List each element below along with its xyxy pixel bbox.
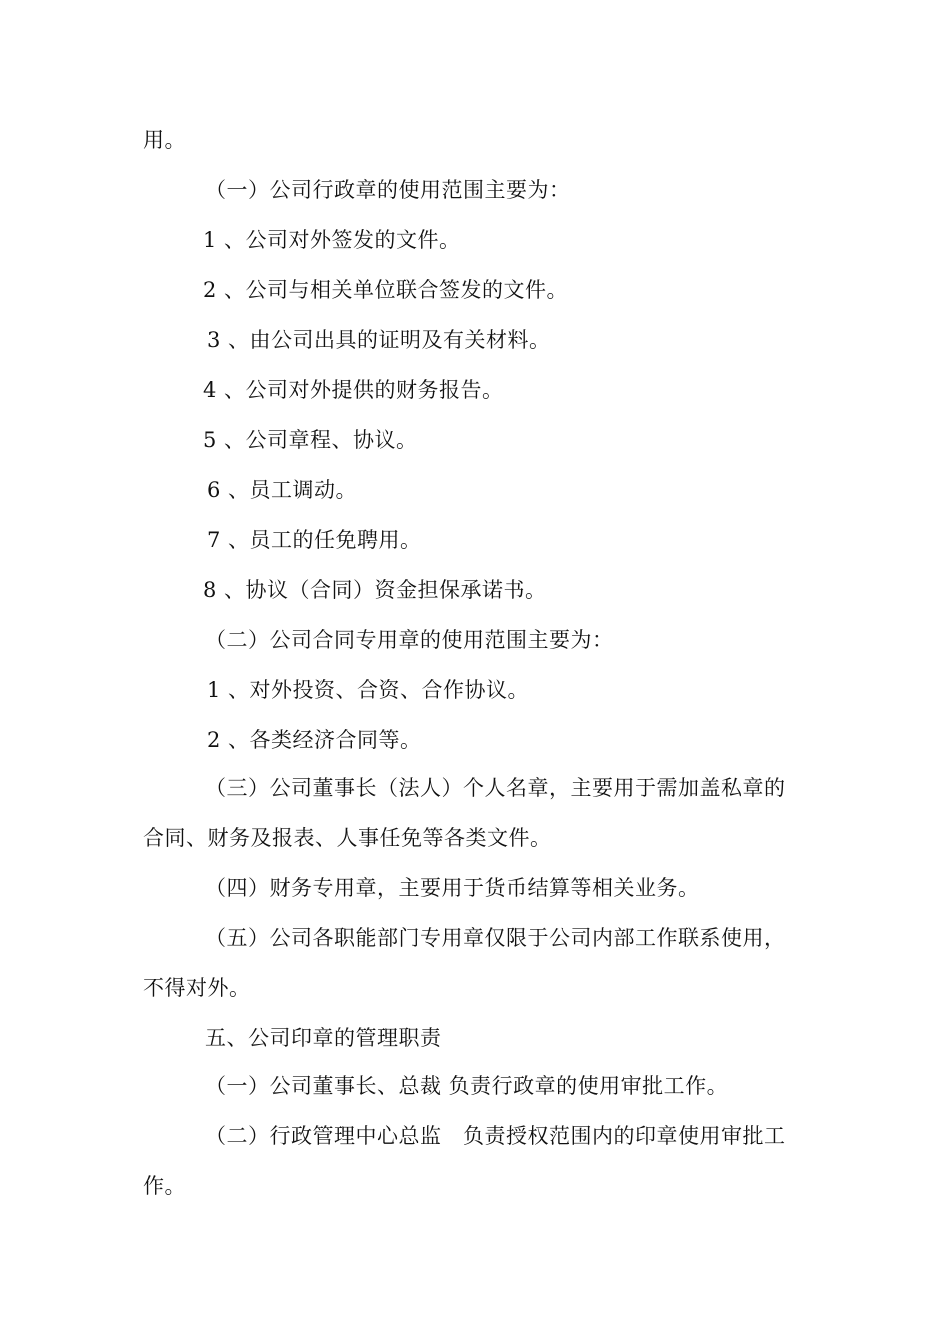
text-line: 用。 — [143, 128, 186, 152]
list-item: 6 、员工调动。 — [207, 478, 358, 502]
paragraph-line: 合同、财务及报表、人事任免等各类文件。 — [143, 826, 552, 850]
paragraph-line: 不得对外。 — [143, 976, 251, 1000]
section-heading: （一）公司行政章的使用范围主要为： — [205, 178, 571, 202]
list-item: 2 、各类经济合同等。 — [207, 728, 422, 752]
list-item: 7 、员工的任免聘用。 — [207, 528, 422, 552]
list-item: 2 、公司与相关单位联合签发的文件。 — [203, 278, 569, 302]
section-heading: 五、公司印章的管理职责 — [205, 1026, 442, 1050]
list-item: 1 、公司对外签发的文件。 — [203, 228, 461, 252]
list-item: 3 、由公司出具的证明及有关材料。 — [207, 328, 551, 352]
paragraph-line: 作。 — [143, 1174, 186, 1198]
section-heading: （二）公司合同专用章的使用范围主要为： — [205, 628, 614, 652]
list-item: 8 、协议（合同）资金担保承诺书。 — [203, 578, 547, 602]
list-item: 4 、公司对外提供的财务报告。 — [203, 378, 504, 402]
paragraph-line: （五）公司各职能部门专用章仅限于公司内部工作联系使用， — [205, 926, 786, 950]
paragraph-line: （二）行政管理中心总监 负责授权范围内的印章使用审批工 — [205, 1124, 786, 1148]
list-item: 5 、公司章程、协议。 — [203, 428, 418, 452]
paragraph-line: （四）财务专用章，主要用于货币结算等相关业务。 — [205, 876, 700, 900]
paragraph-line: （三）公司董事长（法人）个人名章，主要用于需加盖私章的 — [205, 776, 786, 800]
paragraph-line: （一）公司董事长、总裁 负责行政章的使用审批工作。 — [205, 1074, 729, 1098]
list-item: 1 、对外投资、合资、合作协议。 — [207, 678, 530, 702]
